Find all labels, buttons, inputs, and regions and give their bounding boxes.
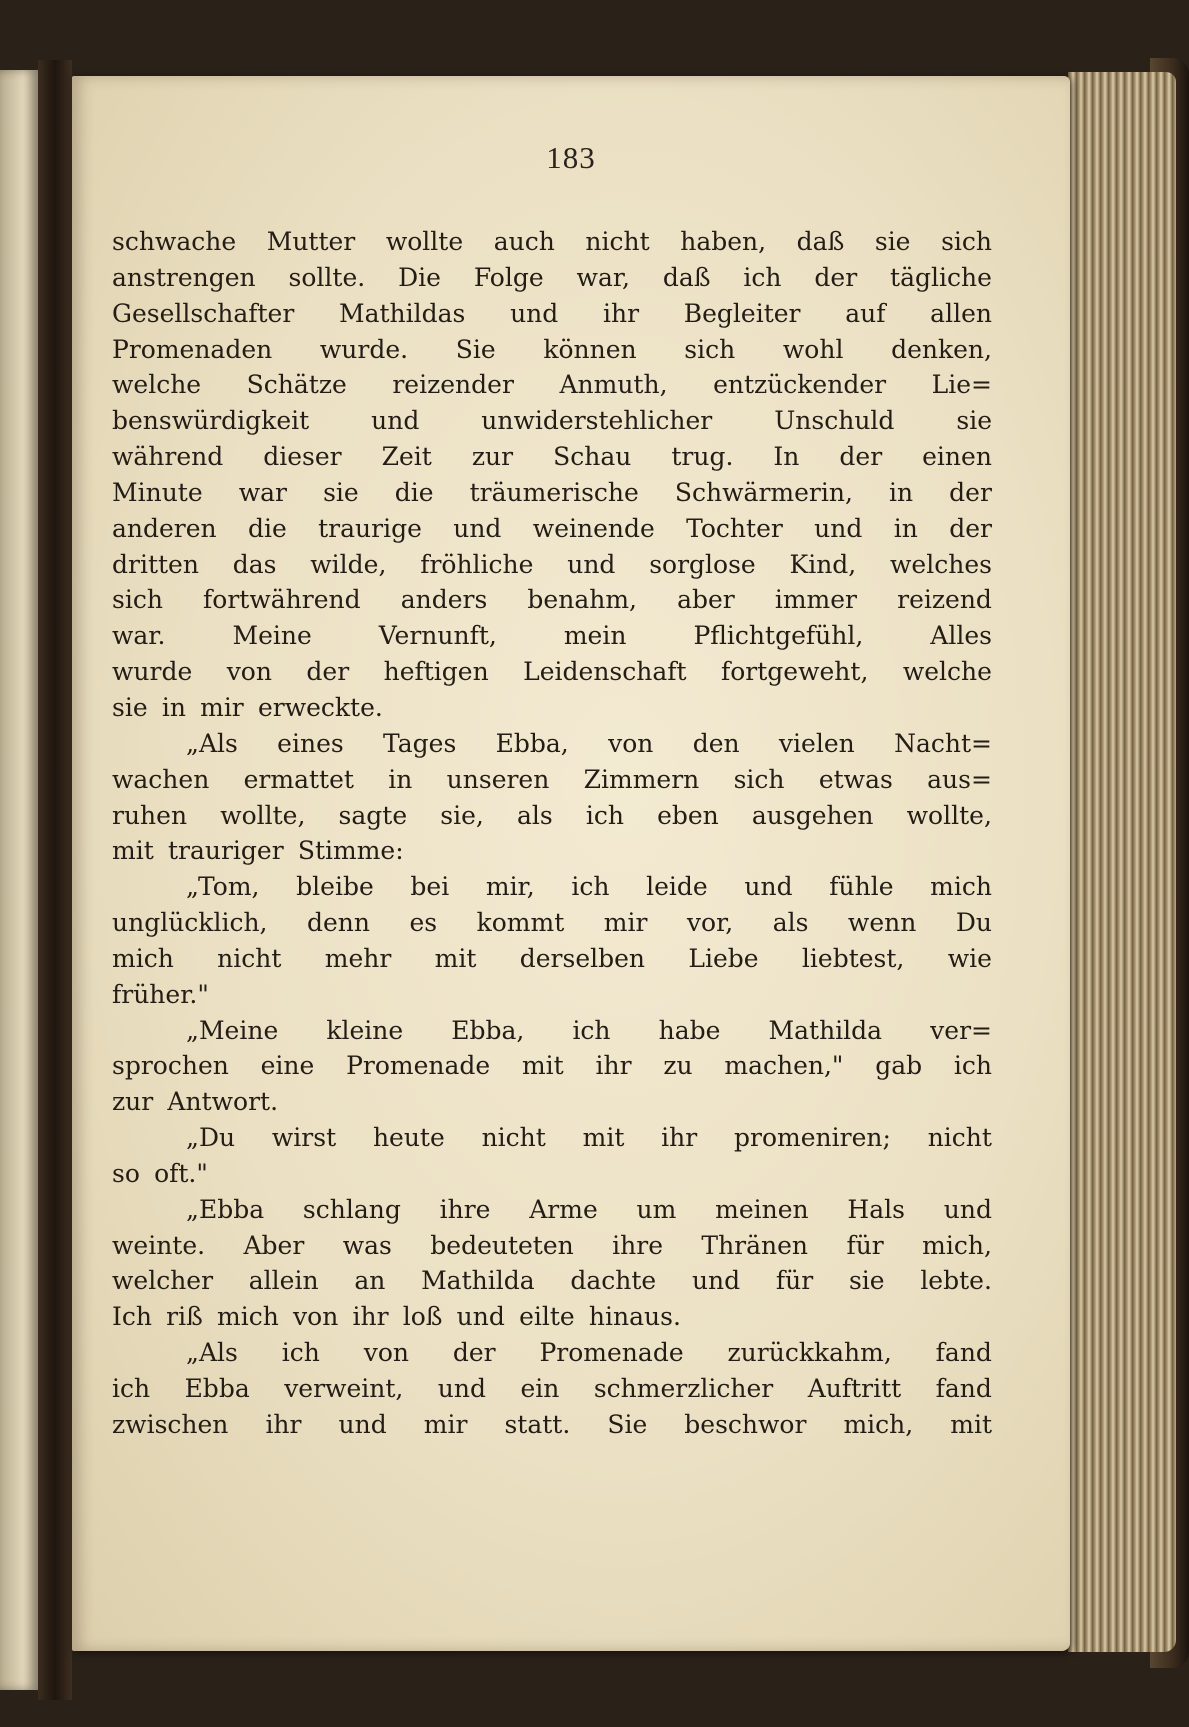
text-line: weinte. Aber was bedeuteten ihre Thränen für mich, bbox=[112, 1230, 992, 1260]
text-line: ruhen wollte, sagte sie, als ich eben ausgehen wollte, bbox=[112, 800, 992, 830]
text-line: zur Antwort. bbox=[112, 1087, 279, 1117]
text-line: während dieser Zeit zur Schau trug. In der einen bbox=[112, 442, 992, 472]
text-line: unglücklich, denn es kommt mir vor, als wenn Du bbox=[112, 908, 992, 938]
text-line: sich fortwährend anders benahm, aber immer reizend bbox=[112, 585, 992, 615]
text-line: Promenaden wurde. Sie können sich wohl denken, bbox=[112, 334, 992, 364]
text-line: benswürdigkeit und unwiderstehlicher Unschuld sie bbox=[112, 406, 992, 436]
text-line: „Tom, bleibe bei mir, ich leide und fühle mich bbox=[186, 872, 992, 902]
text-line: welcher allein an Mathilda dachte und für sie lebte. bbox=[112, 1266, 992, 1296]
text-line: früher." bbox=[112, 979, 209, 1009]
text-line: wurde von der heftigen Leidenschaft fortgeweht, welche bbox=[112, 657, 992, 687]
body-text bbox=[112, 224, 992, 1443]
text-line: war. Meine Vernunft, mein Pflichtgefühl, Alles bbox=[112, 621, 992, 651]
page-number: 183 bbox=[546, 140, 596, 175]
text-line: mit trauriger Stimme: bbox=[112, 836, 404, 866]
text-line: sprochen eine Promenade mit ihr zu machen," gab ich bbox=[112, 1051, 992, 1081]
text-line: anstrengen sollte. Die Folge war, daß ich der tägliche bbox=[112, 262, 992, 292]
text-line: zwischen ihr und mir statt. Sie beschwor mich, mit bbox=[112, 1409, 992, 1439]
text-line: Gesellschafter Mathildas und ihr Begleiter auf allen bbox=[112, 298, 992, 328]
text-line: „Ebba schlang ihre Arme um meinen Hals und bbox=[186, 1194, 992, 1224]
book-gutter bbox=[38, 60, 72, 1700]
text-line: sie in mir erweckte. bbox=[112, 692, 383, 722]
text-line: anderen die traurige und weinende Tochter und in der bbox=[112, 513, 992, 543]
page-stack-edge bbox=[1068, 72, 1176, 1652]
text-line: Ich riß mich von ihr loß und eilte hinaus. bbox=[112, 1302, 681, 1332]
book-page bbox=[72, 76, 1070, 1651]
text-line: „Meine kleine Ebba, ich habe Mathilda ver= bbox=[186, 1015, 992, 1045]
text-line: schwache Mutter wollte auch nicht haben, daß sie sich bbox=[112, 227, 992, 256]
text-line: so oft." bbox=[112, 1158, 208, 1188]
text-line: wachen ermattet in unseren Zimmern sich etwas aus= bbox=[112, 764, 992, 794]
text-line: „Du wirst heute nicht mit ihr promeniren; nicht bbox=[186, 1123, 992, 1153]
text-line: Minute war sie die träumerische Schwärmerin, in der bbox=[112, 477, 992, 507]
text-line: welche Schätze reizender Anmuth, entzückender Lie= bbox=[112, 370, 992, 400]
text-line: mich nicht mehr mit derselben Liebe liebtest, wie bbox=[112, 943, 992, 973]
text-line: ich Ebba verweint, und ein schmerzlicher Auftritt fand bbox=[112, 1374, 992, 1403]
left-page-edge bbox=[0, 70, 38, 1690]
text-line: „Als ich von der Promenade zurückkahm, fand bbox=[186, 1338, 992, 1368]
text-line: dritten das wilde, fröhliche und sorglose Kind, welches bbox=[112, 549, 992, 579]
text-line: „Als eines Tages Ebba, von den vielen Nacht= bbox=[186, 728, 992, 758]
